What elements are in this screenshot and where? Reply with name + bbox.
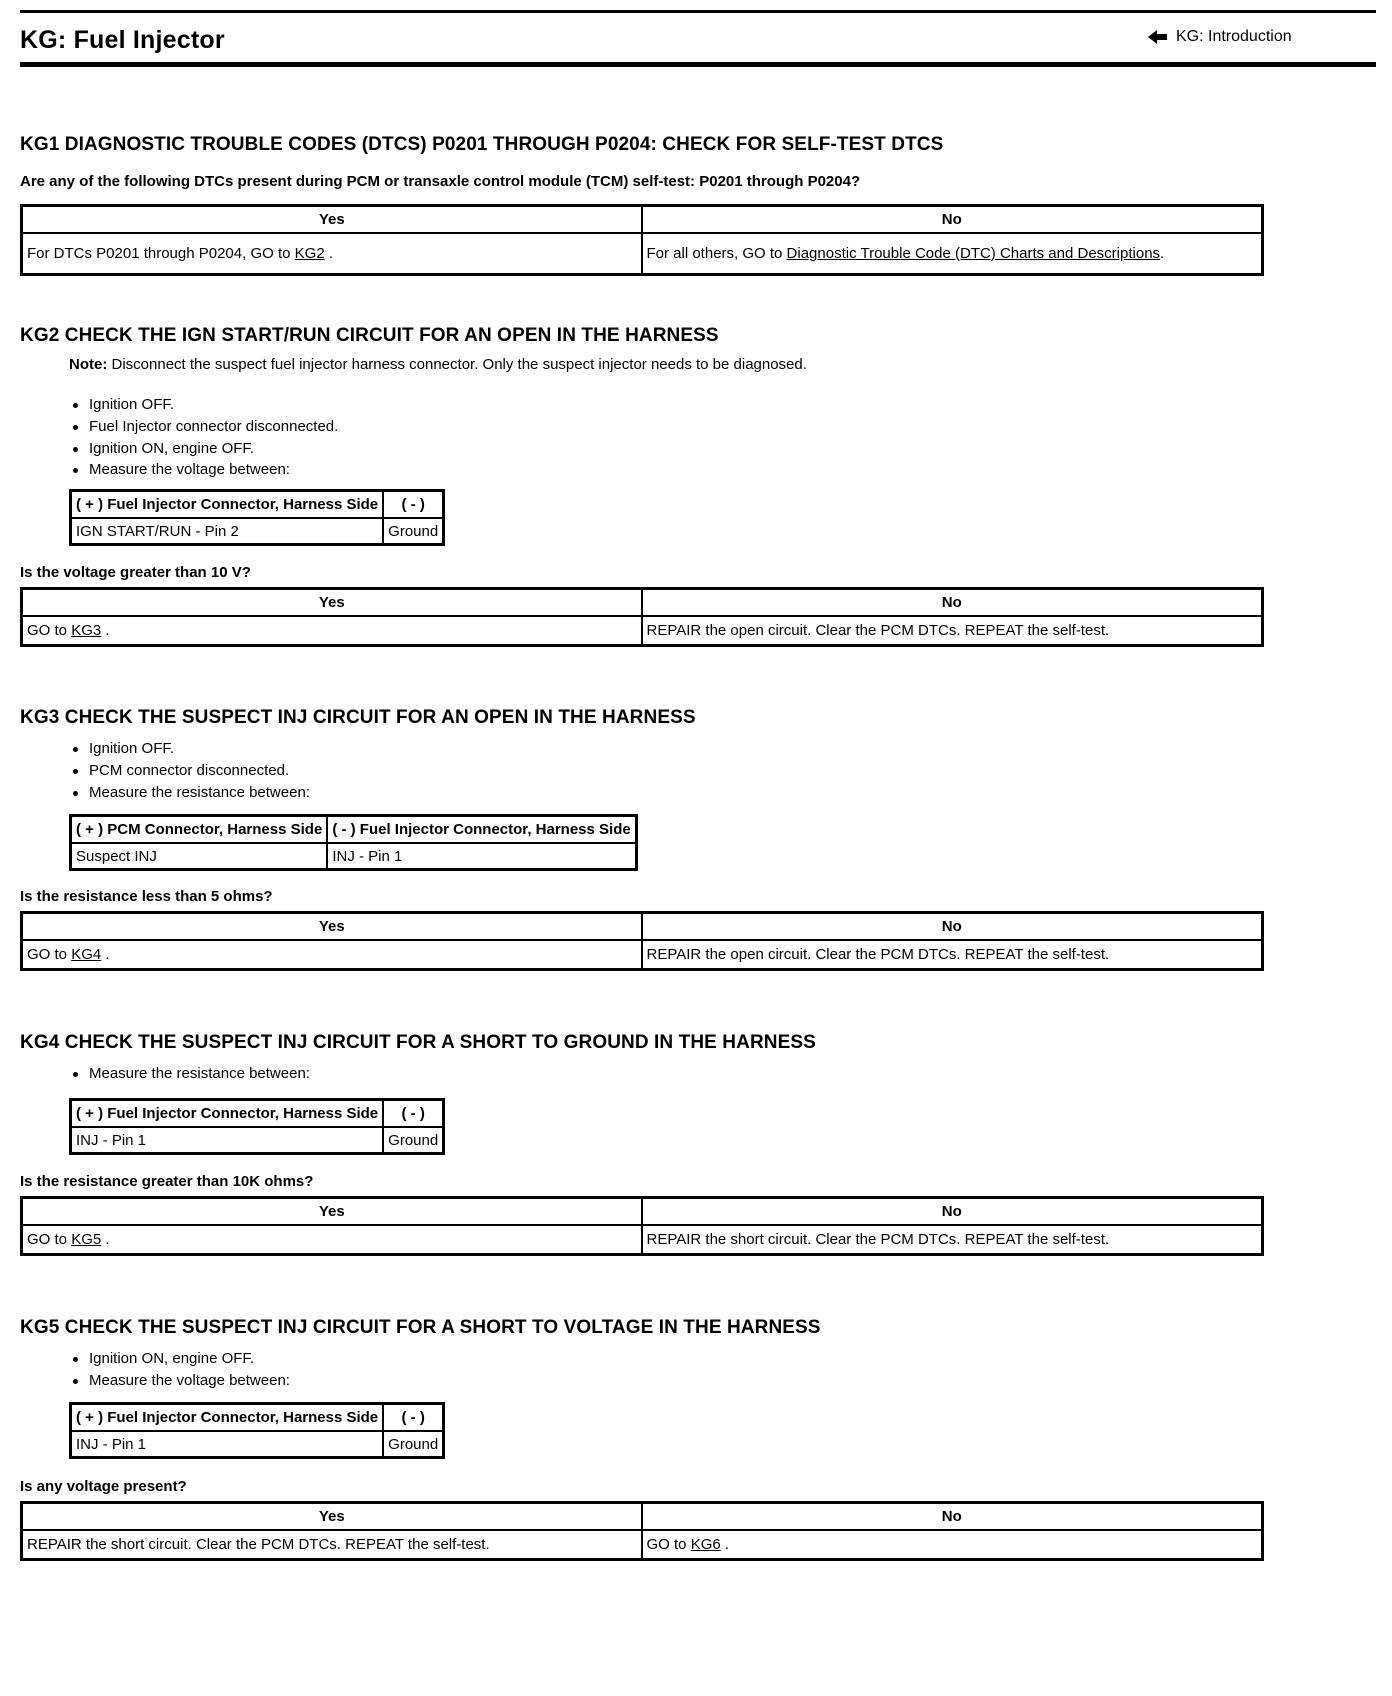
meas-cell: Ground xyxy=(383,1127,444,1154)
meas-cell: INJ - Pin 1 xyxy=(327,843,636,870)
section-heading: KG3 CHECK THE SUSPECT INJ CIRCUIT FOR AN OPEN IN THE HARNESS xyxy=(20,707,696,728)
section-kg2 xyxy=(20,324,1380,639)
page-title: KG: Fuel Injector xyxy=(20,26,225,54)
yes-text: GO to xyxy=(27,946,72,963)
goto-kg5-link[interactable]: KG5 xyxy=(71,1231,102,1248)
section-kg4 xyxy=(20,1031,1380,1248)
yes-suffix: . xyxy=(101,946,110,963)
measurement-table xyxy=(69,814,638,871)
meas-cell: INJ - Pin 1 xyxy=(71,1127,384,1154)
back-arrow-icon xyxy=(1148,29,1168,45)
meas-cell: Ground xyxy=(383,1431,444,1458)
header-bottom-rule xyxy=(20,62,1376,67)
section-heading: KG4 CHECK THE SUSPECT INJ CIRCUIT FOR A SHORT TO GROUND IN THE HARNESS xyxy=(20,1032,816,1053)
yes-header: Yes xyxy=(22,589,642,617)
decision-table xyxy=(20,911,1264,971)
yes-header: Yes xyxy=(22,1503,642,1531)
meas-header-negative: ( - ) xyxy=(383,491,444,519)
yes-cell xyxy=(22,940,642,970)
meas-cell: IGN START/RUN - Pin 2 xyxy=(71,518,384,545)
no-cell xyxy=(642,1530,1263,1560)
yes-text: For DTCs P0201 through P0204, GO to xyxy=(27,245,295,262)
no-header: No xyxy=(642,913,1263,941)
measurement-table xyxy=(69,1098,445,1155)
yes-header: Yes xyxy=(22,206,642,234)
yes-suffix: . xyxy=(101,622,110,639)
no-text: GO to xyxy=(646,1536,691,1553)
section-kg1 xyxy=(20,133,1380,262)
decision-table xyxy=(20,587,1264,647)
meas-header-positive: ( + ) Fuel Injector Connector, Harness Side xyxy=(71,1100,384,1128)
no-header: No xyxy=(642,589,1263,617)
measurement-table xyxy=(69,489,445,546)
meas-header-negative: ( - ) xyxy=(383,1100,444,1128)
no-header: No xyxy=(642,1198,1263,1226)
section-question: Is any voltage present? xyxy=(20,1478,187,1495)
list-item: Ignition ON, engine OFF. xyxy=(69,438,338,460)
meas-cell: Suspect INJ xyxy=(71,843,328,870)
yes-text: GO to xyxy=(27,1231,72,1248)
section-kg5 xyxy=(20,1316,1380,1553)
list-item: Ignition OFF. xyxy=(69,738,310,760)
section-kg3 xyxy=(20,706,1380,963)
section-heading: KG1 DIAGNOSTIC TROUBLE CODES (DTCS) P0201 THROUGH P0204: CHECK FOR SELF-TEST DTCS xyxy=(20,134,944,155)
list-item: Ignition OFF. xyxy=(69,394,338,416)
no-text: For all others, GO to xyxy=(646,245,787,262)
meas-header-positive: ( + ) PCM Connector, Harness Side xyxy=(71,816,328,844)
meas-header-positive: ( + ) Fuel Injector Connector, Harness Side xyxy=(71,491,384,519)
section-question: Is the resistance greater than 10K ohms? xyxy=(20,1173,314,1190)
yes-cell: REPAIR the short circuit. Clear the PCM DTCs. REPEAT the self-test. xyxy=(22,1530,642,1560)
back-link-label: KG: Introduction xyxy=(1176,28,1292,45)
meas-header-positive: ( + ) Fuel Injector Connector, Harness Side xyxy=(71,1404,384,1432)
list-item: Ignition ON, engine OFF. xyxy=(69,1348,290,1370)
decision-table xyxy=(20,204,1264,276)
step-list xyxy=(69,394,338,481)
meas-header-negative: ( - ) Fuel Injector Connector, Harness Side xyxy=(327,816,636,844)
note xyxy=(69,356,807,373)
list-item: Measure the resistance between: xyxy=(69,782,310,804)
dtc-charts-link[interactable]: Diagnostic Trouble Code (DTC) Charts and Descriptions xyxy=(786,245,1161,262)
list-item: PCM connector disconnected. xyxy=(69,760,310,782)
yes-suffix: . xyxy=(324,245,333,262)
no-cell: REPAIR the open circuit. Clear the PCM DTCs. REPEAT the self-test. xyxy=(642,616,1263,646)
list-item: Measure the resistance between: xyxy=(69,1063,310,1085)
no-cell: REPAIR the short circuit. Clear the PCM DTCs. REPEAT the self-test. xyxy=(642,1225,1263,1255)
measurement-table xyxy=(69,1402,445,1459)
note-text: Disconnect the suspect fuel injector harness connector. Only the suspect injector needs to be diagnosed. xyxy=(111,356,807,373)
note-label: Note: xyxy=(69,356,108,373)
back-to-introduction-link[interactable] xyxy=(1148,28,1292,46)
no-suffix: . xyxy=(1160,245,1165,262)
yes-suffix: . xyxy=(101,1231,110,1248)
yes-text: GO to xyxy=(27,622,72,639)
yes-cell xyxy=(22,233,642,275)
list-item: Fuel Injector connector disconnected. xyxy=(69,416,338,438)
step-list xyxy=(69,738,310,803)
step-list xyxy=(69,1063,310,1085)
goto-kg4-link[interactable]: KG4 xyxy=(71,946,102,963)
no-cell xyxy=(642,233,1263,275)
no-header: No xyxy=(642,1503,1263,1531)
meas-cell: Ground xyxy=(383,518,444,545)
section-heading: KG5 CHECK THE SUSPECT INJ CIRCUIT FOR A SHORT TO VOLTAGE IN THE HARNESS xyxy=(20,1317,821,1338)
goto-kg2-link[interactable]: KG2 xyxy=(294,245,325,262)
no-cell: REPAIR the open circuit. Clear the PCM DTCs. REPEAT the self-test. xyxy=(642,940,1263,970)
yes-header: Yes xyxy=(22,913,642,941)
no-suffix: . xyxy=(720,1536,730,1553)
step-list xyxy=(69,1348,290,1392)
yes-cell xyxy=(22,1225,642,1255)
section-question: Are any of the following DTCs present during PCM or transaxle control module (TCM) self-test: P0201 through P0204? xyxy=(20,173,861,190)
goto-kg6-link[interactable]: KG6 xyxy=(690,1536,721,1553)
section-question: Is the voltage greater than 10 V? xyxy=(20,564,251,581)
section-heading: KG2 CHECK THE IGN START/RUN CIRCUIT FOR AN OPEN IN THE HARNESS xyxy=(20,325,719,346)
no-header: No xyxy=(642,206,1263,234)
decision-table xyxy=(20,1501,1264,1561)
header-top-rule xyxy=(20,10,1376,13)
yes-cell xyxy=(22,616,642,646)
list-item: Measure the voltage between: xyxy=(69,1370,290,1392)
yes-header: Yes xyxy=(22,1198,642,1226)
section-question: Is the resistance less than 5 ohms? xyxy=(20,888,273,905)
decision-table xyxy=(20,1196,1264,1256)
list-item: Measure the voltage between: xyxy=(69,459,338,481)
goto-kg3-link[interactable]: KG3 xyxy=(71,622,102,639)
meas-cell: INJ - Pin 1 xyxy=(71,1431,384,1458)
meas-header-negative: ( - ) xyxy=(383,1404,444,1432)
